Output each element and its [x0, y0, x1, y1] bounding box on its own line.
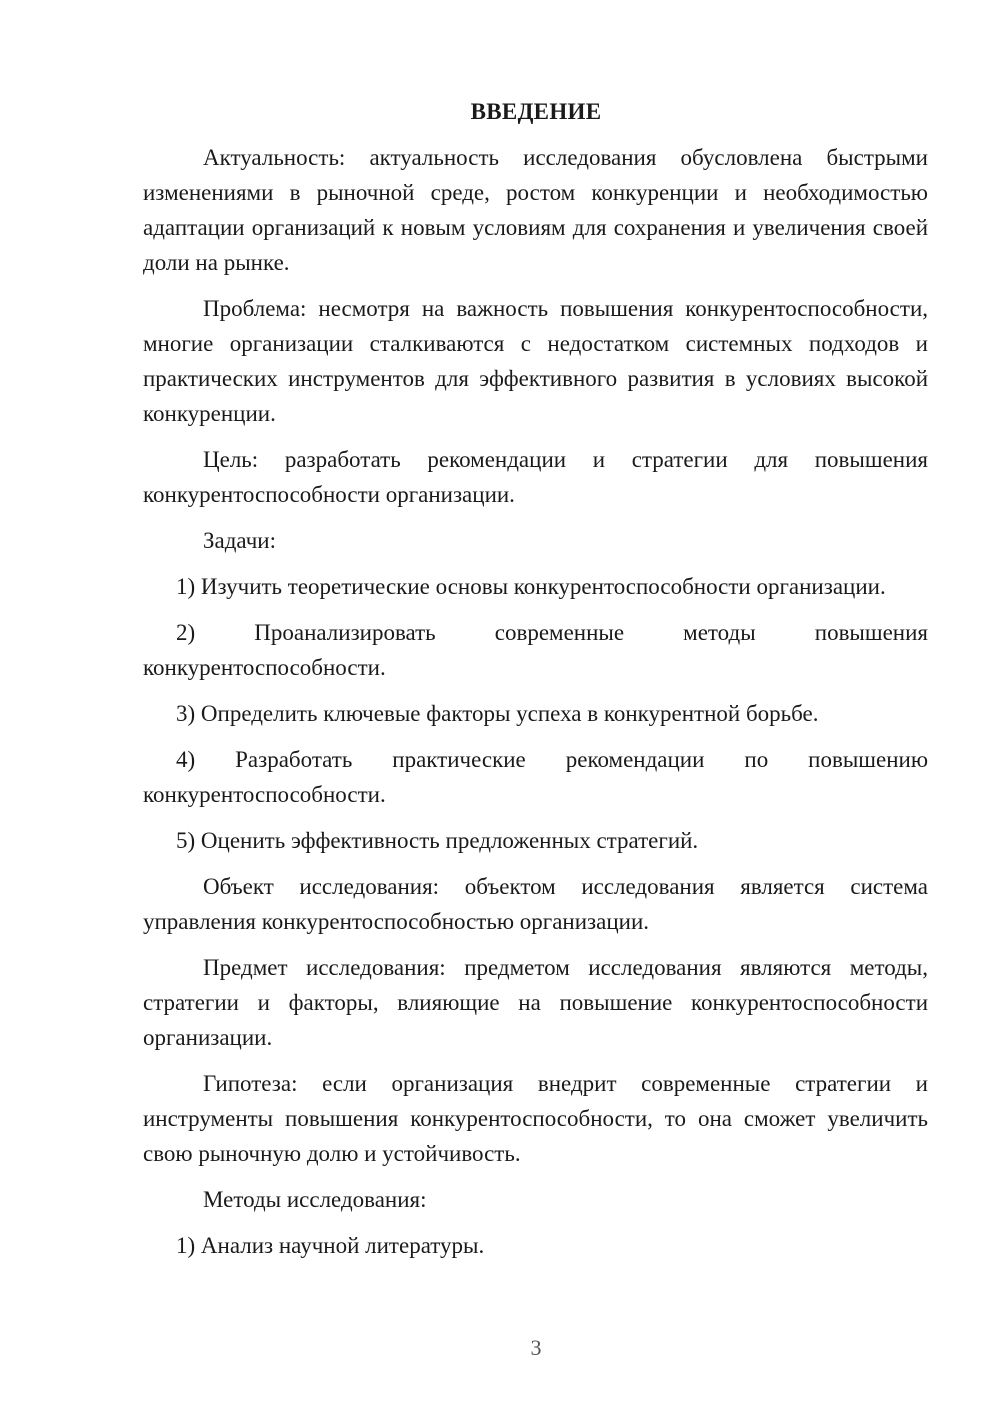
hypothesis-paragraph: Гипотеза: если организация внедрит современные стратегии и инструменты повышения конкурентоспособности, то она сможет увеличить свою рыночную долю и устойчивость. — [143, 1071, 928, 1166]
body-text — [143, 140, 928, 1274]
relevance-paragraph: Актуальность: актуальность исследования обусловлена быстрыми изменениями в рыночной среде, ростом конкуренции и необходимостью адаптации организаций к новым условиям для сохранения и увеличения своей доли на рынке. — [143, 145, 928, 275]
task-item-2: 2) Проанализировать современные методы повышения конкурентоспособности. — [143, 620, 928, 680]
task-item-1: 1) Изучить теоретические основы конкурентоспособности организации. — [176, 574, 886, 599]
method-item-1: 1) Анализ научной литературы. — [176, 1233, 485, 1258]
methods-label: Методы исследования: — [203, 1187, 427, 1212]
task-item-5: 5) Оценить эффективность предложенных стратегий. — [176, 828, 699, 853]
task-item-3: 3) Определить ключевые факторы успеха в конкурентной борьбе. — [176, 701, 819, 726]
page-number: 3 — [530, 1335, 542, 1360]
goal-paragraph: Цель: разработать рекомендации и стратегии для повышения конкурентоспособности организации. — [143, 447, 928, 507]
problem-paragraph: Проблема: несмотря на важность повышения конкурентоспособности, многие организации сталкиваются с недостатком системных подходов и практических инструментов для эффективного развития в условиях высокой конкуренции. — [143, 296, 928, 426]
section-heading: ВВЕДЕНИЕ — [470, 99, 602, 124]
object-paragraph: Объект исследования: объектом исследования является система управления конкурентоспособностью организации. — [143, 874, 928, 934]
subject-paragraph: Предмет исследования: предметом исследования являются методы, стратегии и факторы, влияющие на повышение конкурентоспособности организации. — [143, 955, 928, 1050]
tasks-label: Задачи: — [203, 528, 276, 553]
task-item-4: 4) Разработать практические рекомендации по повышению конкурентоспособности. — [143, 747, 928, 807]
